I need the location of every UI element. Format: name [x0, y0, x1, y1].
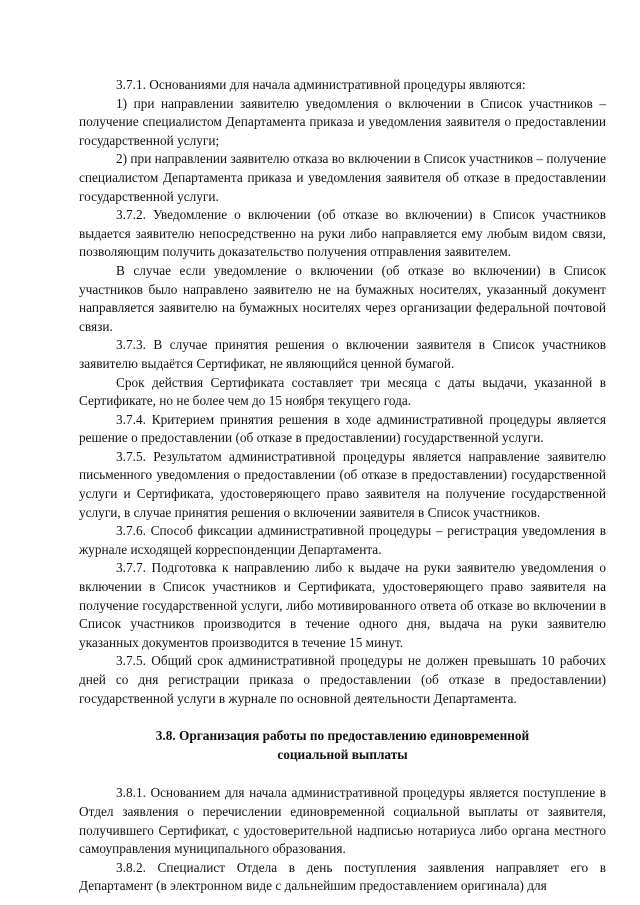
paragraph-3-7-4: 3.7.4. Критерием принятия решения в ходе административной процедуры является решение о предоставлении (об отказе в предоставлении) государственной услуги.	[79, 411, 606, 446]
section-heading-3-8	[79, 727, 606, 764]
paragraph-3-7-1-item-2: 2) при направлении заявителю отказа во включении в Список участников – получение специалистом Департамента приказа и уведомления заявителя об отказе в предоставлении государственной услуги.	[79, 151, 606, 204]
paragraph-3-7-3: 3.7.3. В случае принятия решения о включении заявителя в Список участников заявителю выдаётся Сертификат, не являющийся ценной бумагой.	[79, 337, 606, 371]
paragraph-3-7-5: 3.7.5. Результатом административной процедуры является направление заявителю письменного уведомления о предоставлении (об отказе в предоставлении) государственной услуги и Сертификата, удостоверяющего право заявителя на получение государственной услуги, в случае принятия решения о включении заявителя в Список участников.	[79, 448, 606, 520]
paragraph-3-7-6: 3.7.6. Способ фиксации административной процедуры – регистрация уведомления в журнале исходящей корреспонденции Департамента.	[79, 523, 606, 557]
paragraph-3-8-2: 3.8.2. Специалист Отдела в день поступления заявления направляет его в Департамент (в электронном виде с дальнейшим предоставлением оригинала) для	[79, 859, 606, 894]
section-heading-line-1: 3.8. Организация работы по предоставлению единовременной	[155, 728, 530, 744]
paragraph-3-7-3-cont: Срок действия Сертификата составляет три месяца с даты выдачи, указанной в Сертификате, но не более чем до 15 ноября текущего года.	[79, 374, 606, 409]
document-body	[79, 76, 606, 896]
paragraph-3-7-2: 3.7.2. Уведомление о включении (об отказе во включении) в Список участников выдается заявителю непосредственно на руки либо направляется ему любым видом связи, позволяющим получить доказательство получения отправления заявителем.	[79, 207, 606, 260]
section-heading-line-2: социальной выплаты	[277, 746, 408, 762]
paragraph-3-7-1: 3.7.1. Основаниями для начала административной процедуры являются:	[116, 77, 526, 92]
paragraph-3-7-5-total: 3.7.5. Общий срок административной процедуры не должен превышать 10 рабочих дней со дня регистрации приказа о предоставлении (об отказе в предоставлении) государственной услуги в журнале по основной деятельности Департамента.	[79, 653, 606, 706]
paragraph-3-8-1: 3.8.1. Основанием для начала административной процедуры является поступление в Отдел заявления о перечислении единовременной социальной выплаты от заявителя, получившего Сертификат, с удостоверительной надписью нотариуса либо органа местного самоуправления муниципального образования.	[79, 785, 606, 857]
paragraph-3-7-1-item-1: 1) при направлении заявителю уведомления о включении в Список участников – получение специалистом Департамента приказа и уведомления заявителя о предоставлении государственной услуги;	[79, 95, 606, 148]
paragraph-3-7-7: 3.7.7. Подготовка к направлению либо к выдаче на руки заявителю уведомления о включении в Список участников и Сертификата, удостоверяющего право заявителя на получение государственной услуги, либо мотивированного ответа об отказе во включении в Список участников производится в течение одного дня, выдача на руки заявителю указанных документов производится в течение 15 минут.	[79, 560, 606, 650]
paragraph-3-7-2-cont: В случае если уведомление о включении (об отказе во включении) в Список участников было направлено заявителю не на бумажных носителях, указанный документ направляется заявителю на бумажных носителях через организации федеральной почтовой связи.	[79, 262, 606, 334]
